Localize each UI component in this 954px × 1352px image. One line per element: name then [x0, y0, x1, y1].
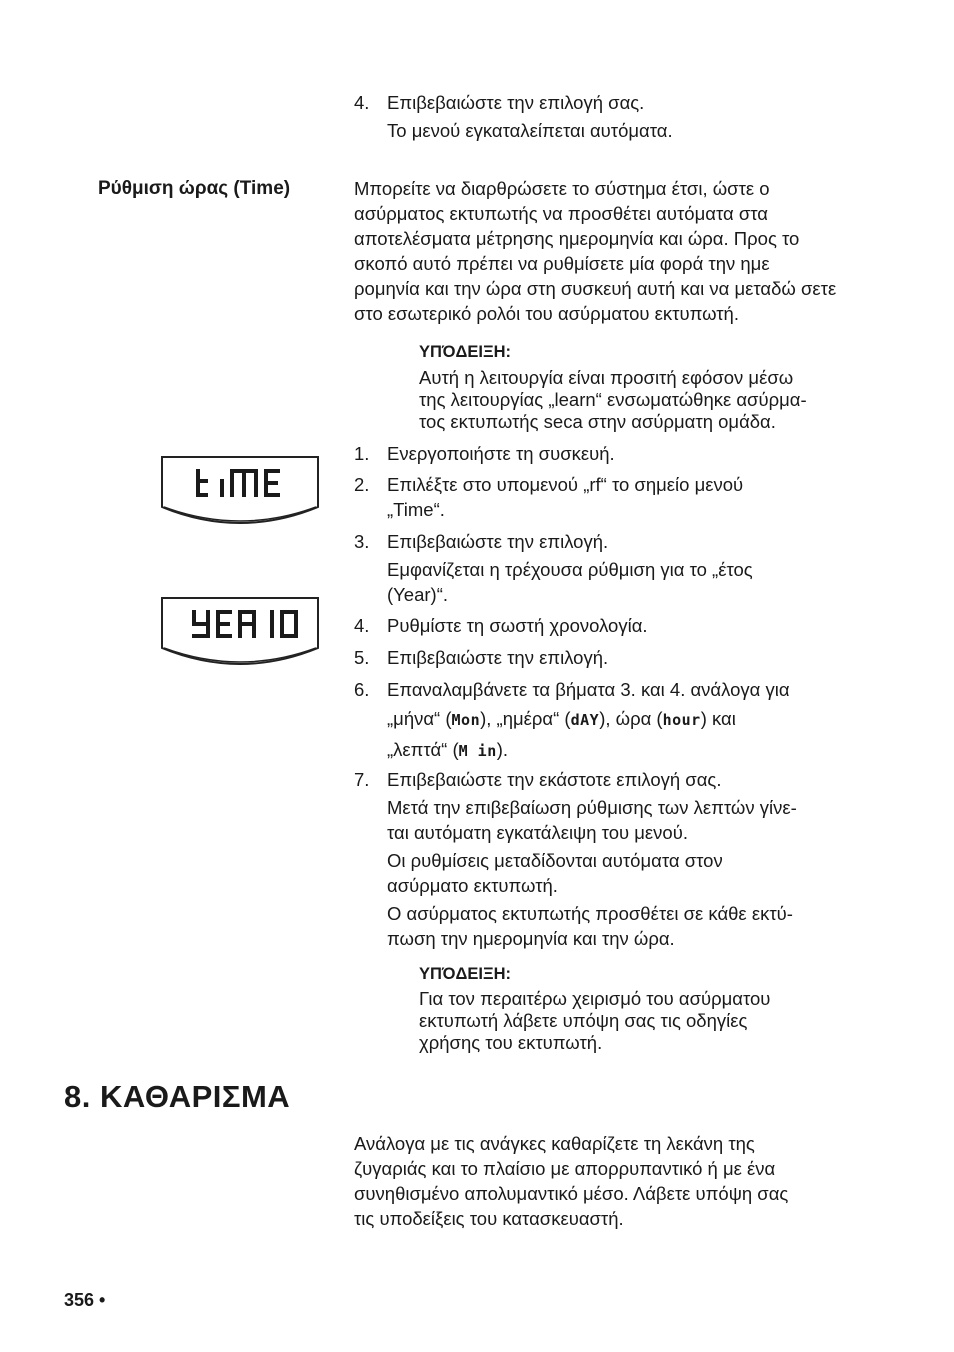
- note-line: εκτυπωτή λάβετε υπόψη σας τις οδηγίες: [419, 1010, 748, 1031]
- paragraph-line: συνηθισμένο απολυμαντικό μέσο. Λάβετε υπόψη σας: [354, 1183, 789, 1204]
- note-label-1: ΥΠΌΔΕΙΞΗ:: [419, 343, 512, 361]
- step-number: 4.: [354, 615, 370, 636]
- paragraph-line: τις υποδείξεις του κατασκευαστή.: [354, 1208, 624, 1229]
- text-fragment: ) και: [700, 708, 736, 729]
- step-text: [387, 529, 837, 607]
- step-sub-line: (Year)“.: [387, 584, 449, 605]
- step-text: [387, 472, 837, 522]
- step-text: Ρυθμίστε τη σωστή χρονολογία.: [387, 615, 648, 636]
- step-sub-line: Οι ρυθμίσεις μεταδίδονται αυτόματα στον: [387, 850, 723, 871]
- lcd-day-code: dAY: [570, 711, 600, 729]
- step-line: „Time“.: [387, 499, 445, 520]
- note-text-1: [419, 367, 849, 433]
- time-setting-heading: Ρύθμιση ώρας (Time): [98, 178, 291, 199]
- step-number: 5.: [354, 647, 370, 668]
- step-line: Επιλέξτε στο υπομενού „rf“ το σημείο μενού: [387, 474, 744, 495]
- step-text: [387, 767, 837, 951]
- note-label-2: ΥΠΌΔΕΙΞΗ:: [419, 965, 512, 983]
- step-sub-line: Ο ασύρματος εκτυπωτής προσθέτει σε κάθε εκτύ-: [387, 903, 793, 924]
- intro-paragraph: Μπορείτε να διαρθρώσετε το σύστημα έτσι, ώστε ο ασύρματος εκτυπωτής να προσθέτει αυτόματα στα αποτελέσματα μέτρησης ημερομηνία και ώρα. Προς το σκοπό αυτό πρέπει να ρυθμίσετε μία φορά την ημε ρομηνία και την ώρα στη συσκευή αυτή και να μεταδώ σετε στο εσωτερικό ρολόι του ασύρματου εκτυπωτή.: [354, 178, 837, 324]
- section-title-cleaning: 8. ΚΑΘΑΡΙΣΜΑ: [64, 1079, 291, 1114]
- lcd-display-time: [160, 455, 320, 535]
- step-sub-line: Εμφανίζεται η τρέχουσα ρύθμιση για το „έτος: [387, 559, 753, 580]
- step-sub-line: ασύρματο εκτυπωτή.: [387, 875, 558, 896]
- step-text: [387, 677, 837, 764]
- lcd-display-year: [160, 596, 320, 676]
- step-line: Επιβεβαιώστε την εκάστοτε επιλογή σας.: [387, 769, 722, 790]
- note-line: της λειτουργίας „learn“ ενσωματώθηκε ασύρμα-: [419, 389, 807, 410]
- lcd-month-code: Mon: [451, 711, 481, 729]
- step-line: [387, 706, 837, 733]
- prev-step-number: 4.: [354, 92, 370, 113]
- step-line: Επαναλαμβάνετε τα βήματα 3. και 4. ανάλογα για: [387, 679, 790, 700]
- lcd-hour-code: hour: [662, 711, 701, 729]
- step-sub-line: ται αυτόματη εγκατάλειψη του μενού.: [387, 822, 688, 843]
- page-number: 356 •: [64, 1290, 106, 1310]
- note-line: Αυτή η λειτουργία είναι προσιτή εφόσον μέσω: [419, 367, 794, 388]
- step-number: 1.: [354, 443, 370, 464]
- prev-step-text: Επιβεβαιώστε την επιλογή σας.: [387, 92, 645, 113]
- prev-step-sub: Το μενού εγκαταλείπεται αυτόματα.: [387, 120, 673, 141]
- paragraph-line: Ανάλογα με τις ανάγκες καθαρίζετε τη λεκάνη της: [354, 1133, 755, 1154]
- step-number: 7.: [354, 769, 370, 790]
- step-text: Ενεργοποιήστε τη συσκευή.: [387, 443, 615, 464]
- note-text-2: [419, 988, 849, 1054]
- lcd-minute-code: M in: [458, 742, 497, 760]
- step-sub-line: Μετά την επιβεβαίωση ρύθμισης των λεπτών γίνε-: [387, 797, 797, 818]
- note-line: τος εκτυπωτής seca στην ασύρματη ομάδα.: [419, 411, 776, 432]
- cleaning-paragraph: [354, 1131, 838, 1231]
- text-fragment: „μήνα“ (: [387, 708, 452, 729]
- step-number: 2.: [354, 474, 370, 495]
- step-sub-line: πωση την ημερομηνία και την ώρα.: [387, 928, 675, 949]
- text-fragment: ), ώρα (: [599, 708, 663, 729]
- step-number: 3.: [354, 531, 370, 552]
- text-fragment: „λεπτά“ (: [387, 739, 459, 760]
- note-line: χρήσης του εκτυπωτή.: [419, 1032, 603, 1053]
- note-line: Για τον περαιτέρω χειρισμό του ασύρματου: [419, 988, 771, 1009]
- step-line: [387, 737, 837, 764]
- step-text: Επιβεβαιώστε την επιλογή.: [387, 647, 609, 668]
- paragraph-line: ζυγαριάς και το πλαίσιο με απορρυπαντικό ή με ένα: [354, 1158, 776, 1179]
- step-number: 6.: [354, 679, 370, 700]
- text-fragment: ), „ημέρα“ (: [480, 708, 571, 729]
- text-fragment: ).: [496, 739, 509, 760]
- step-line: Επιβεβαιώστε την επιλογή.: [387, 531, 609, 552]
